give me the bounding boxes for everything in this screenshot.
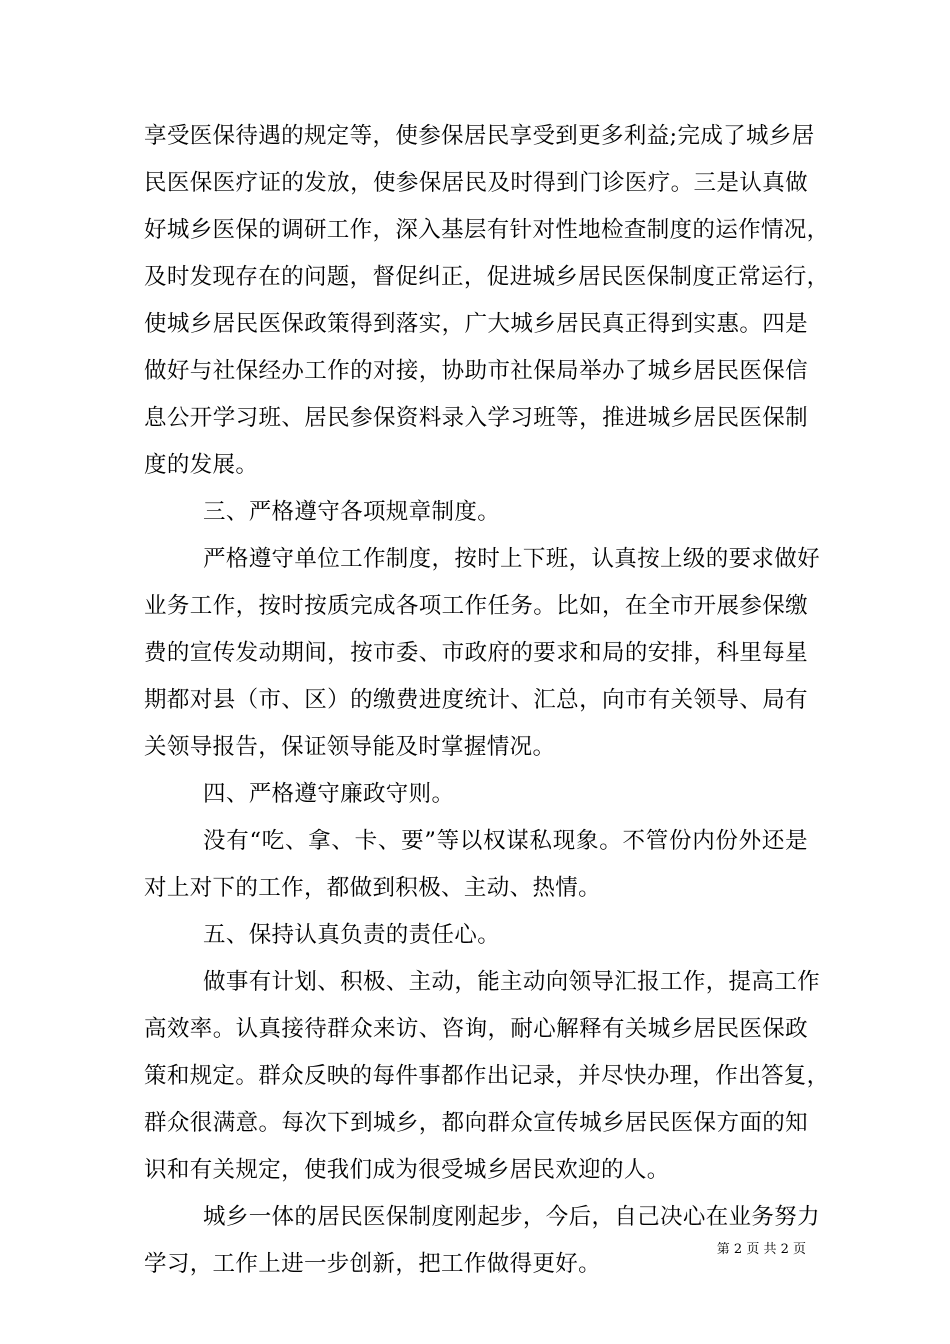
text-line: 策和规定。群众反映的每件事都作出记录，并尽快办理，作出答复， <box>144 1063 830 1089</box>
text-line: 四、严格遵守廉政守则。 <box>203 781 455 807</box>
text-line: 三、严格遵守各项规章制度。 <box>203 499 501 525</box>
text-line: 息公开学习班、居民参保资料录入学习班等，推进城乡居民医保制 <box>144 405 808 431</box>
text-line: 使城乡居民医保政策得到落实，广大城乡居民真正得到实惠。四是 <box>144 311 808 337</box>
text-line: 严格遵守单位工作制度，按时上下班，认真按上级的要求做好 <box>203 546 820 572</box>
text-line: 度的发展。 <box>144 452 259 478</box>
text-line: 学习，工作上进一步创新，把工作做得更好。 <box>144 1251 602 1277</box>
text-line: 好城乡医保的调研工作，深入基层有针对性地检查制度的运作情况， <box>144 217 830 243</box>
text-line: 五、保持认真负责的责任心。 <box>203 922 501 948</box>
text-line: 做事有计划、积极、主动，能主动向领导汇报工作，提高工作 <box>203 969 820 995</box>
text-line: 关领导报告，保证领导能及时掌握情况。 <box>144 734 556 760</box>
text-line: 期都对县（市、区）的缴费进度统计、汇总，向市有关领导、局有 <box>144 687 808 713</box>
text-line: 享受医保待遇的规定等，使参保居民享受到更多利益;完成了城乡居 <box>144 123 815 149</box>
text-line: 高效率。认真接待群众来访、咨询，耐心解释有关城乡居民医保政 <box>144 1016 808 1042</box>
text-line: 群众很满意。每次下到城乡，都向群众宣传城乡居民医保方面的知 <box>144 1110 808 1136</box>
text-line: 及时发现存在的问题，督促纠正，促进城乡居民医保制度正常运行， <box>144 264 830 290</box>
text-line: 城乡一体的居民医保制度刚起步，今后，自己决心在业务努力 <box>203 1204 820 1230</box>
text-line: 做好与社保经办工作的对接，协助市社保局举办了城乡居民医保信 <box>144 358 808 384</box>
text-line: 没有“吃、拿、卡、要”等以权谋私现象。不管份内份外还是 <box>203 828 808 854</box>
text-line: 民医保医疗证的发放，使参保居民及时得到门诊医疗。三是认真做 <box>144 170 808 196</box>
text-line: 对上对下的工作，都做到积极、主动、热情。 <box>144 875 602 901</box>
text-line: 业务工作，按时按质完成各项工作任务。比如，在全市开展参保缴 <box>144 593 808 619</box>
text-line: 识和有关规定，使我们成为很受城乡居民欢迎的人。 <box>144 1157 670 1183</box>
page-number-footer: 第 2 页 共 2 页 <box>716 1242 806 1257</box>
document-body <box>144 113 830 1288</box>
text-line: 费的宣传发动期间，按市委、市政府的要求和局的安排，科里每星 <box>144 640 808 666</box>
